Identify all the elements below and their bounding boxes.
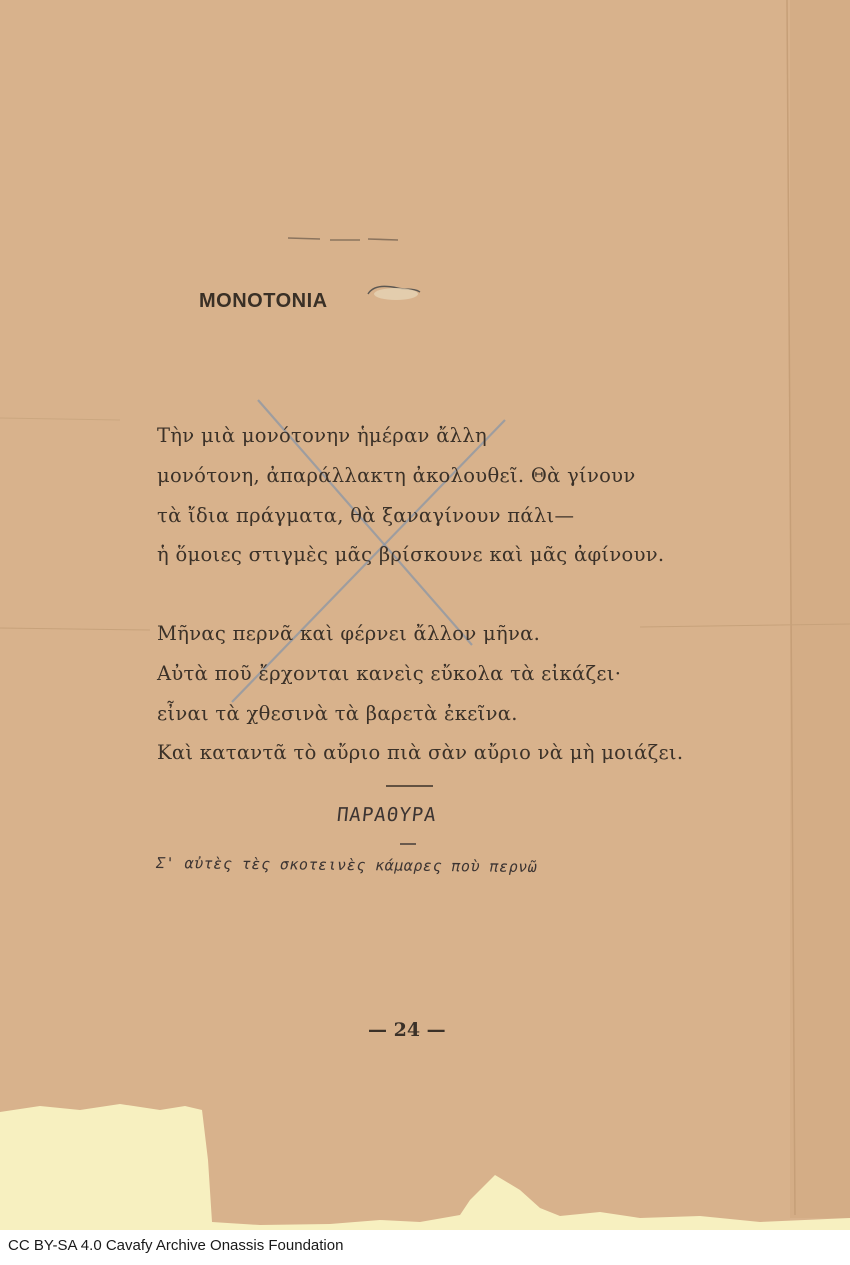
stanza-2-line-3: εἶναι τὰ χθεσινὰ τὰ βαρετὰ ἐκεῖνα. [157, 702, 518, 725]
stanza-2-line-2: Αὐτὰ ποῦ ἔρχονται κανεὶς εὔκολα τὰ εἰκάζει· [157, 662, 622, 685]
page-number: — 24 — [368, 1019, 446, 1041]
paper-fold-shade [790, 0, 850, 1218]
handwritten-annotation: Σ' αὐτὲς τὲς σκοτεινὲς κάμαρες ποὺ περνῶ [155, 854, 538, 876]
stanza-1-line-3: τὰ ἴδια πράγματα, θὰ ξαναγίνουν πάλι— [157, 504, 575, 527]
credit-line: CC BY-SA 4.0 Cavafy Archive Onassis Foundation [8, 1237, 344, 1254]
stanza-2-line-4: Καὶ καταντᾶ τὸ αὔριο πιὰ σὰν αὔριο νὰ μὴ μοιάζει. [157, 741, 684, 764]
eraser-smudge [374, 288, 418, 300]
stanza-1-line-1: Τὴν μιὰ μονότονην ἡμέραν ἄλλη [157, 424, 487, 447]
stanza-1-line-4: ἡ ὅμοιες στιγμὲς μᾶς βρίσκουνε καὶ μᾶς ἀφίνουν. [157, 543, 665, 566]
stanza-1-line-2: μονότονη, ἀπαράλλακτη ἀκολουθεῖ. Θὰ γίνουν [157, 464, 636, 487]
handwritten-title: ΠΑΡΑΘΥΡΑ [335, 804, 438, 826]
stanza-2-line-1: Μῆνας περνᾶ καὶ φέρνει ἄλλον μῆνα. [157, 622, 541, 645]
poem-title: MONOTONIA [199, 290, 328, 312]
